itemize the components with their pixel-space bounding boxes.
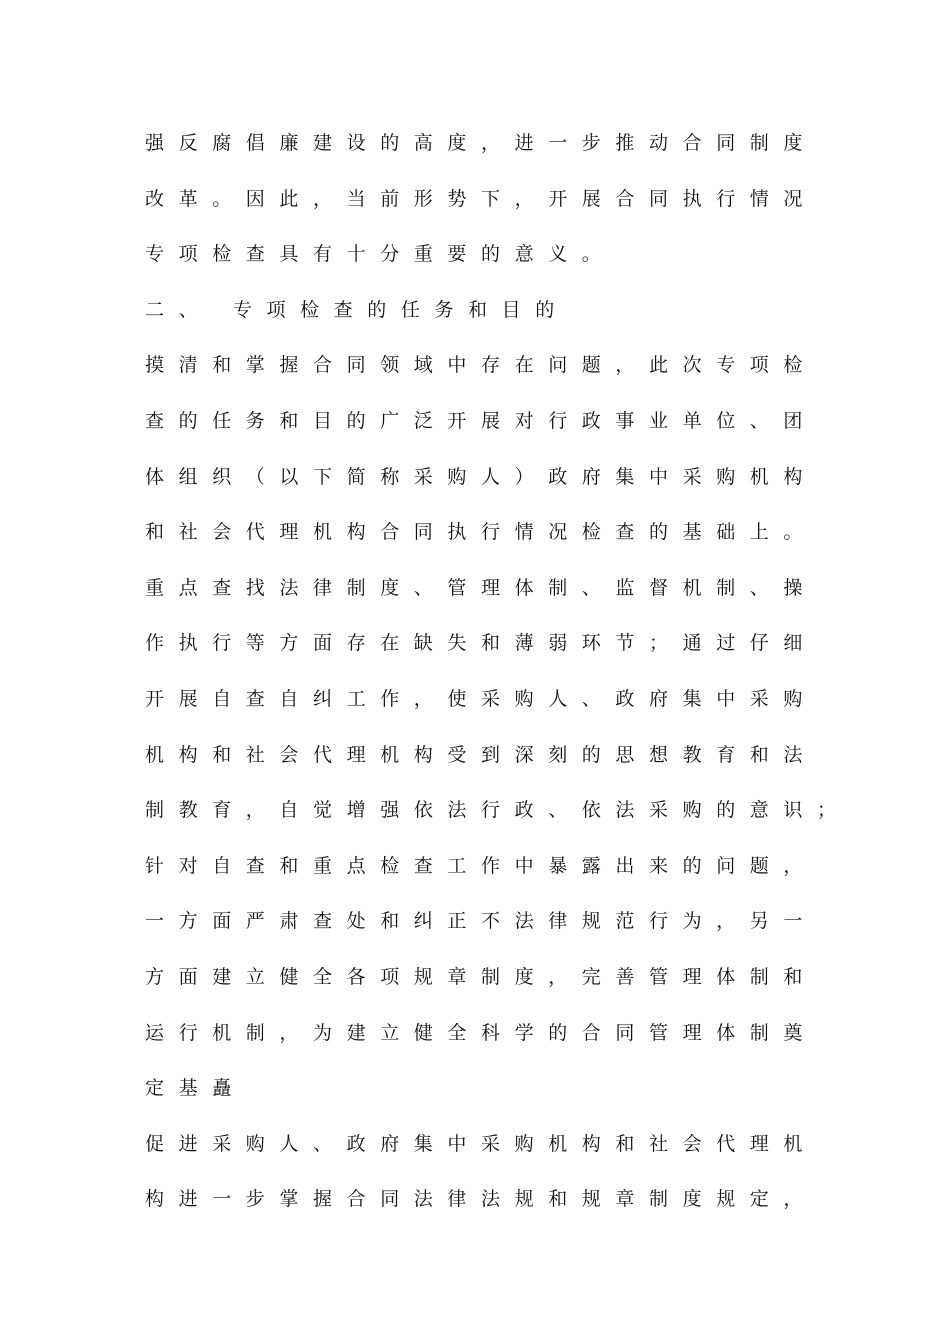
text-line: 查的任务和目的广泛开展对行政事业单位、团	[145, 409, 818, 432]
document-body	[145, 128, 865, 1240]
text-line: 摸清和掌握合同领域中存在问题，此次专项检	[145, 354, 818, 377]
text-line: 作执行等方面存在缺失和薄弱环节；通过仔细	[145, 632, 818, 655]
text-line: 开展自查自纠工作，使采购人、政府集中采购	[145, 687, 818, 710]
text-line: 一方面严肃查处和纠正不法律规范行为，另一	[145, 910, 818, 933]
text-line: 改革。因此，当前形势下，开展合同执行情况	[145, 187, 818, 210]
text-line: 方面建立健全各项规章制度，完善管理体制和	[145, 965, 818, 988]
text-line: 构进一步掌握合同法律法规和规章制度规定，	[145, 1188, 818, 1211]
text-line: 和社会代理机构合同执行情况检查的基础上。	[145, 521, 818, 544]
text-line: 强反腐倡廉建设的高度，进一步推动合同制度	[145, 132, 818, 154]
text-line: 制教育，自觉增强依法行政、依法采购的意识；	[145, 799, 851, 822]
text-line: 重点查找法律制度、管理体制、监督机制、操	[145, 576, 818, 599]
text-line: 机构和社会代理机构受到深刻的思想教育和法	[145, 743, 818, 766]
text-line: 运行机制，为建立健全科学的合同管理体制奠	[145, 1021, 818, 1044]
text-line: 专项检查具有十分重要的意义。	[145, 243, 616, 266]
text-line: 促进采购人、政府集中采购机构和社会代理机	[145, 1132, 818, 1155]
text-line: 针对自查和重点检查工作中暴露出来的问题，	[145, 854, 818, 877]
text-line: 体组织（以下简称采购人）政府集中采购机构	[145, 465, 818, 488]
text-line: 定基矗	[145, 1077, 246, 1100]
section-heading: 二、 专项检查的任务和目的	[145, 298, 569, 321]
